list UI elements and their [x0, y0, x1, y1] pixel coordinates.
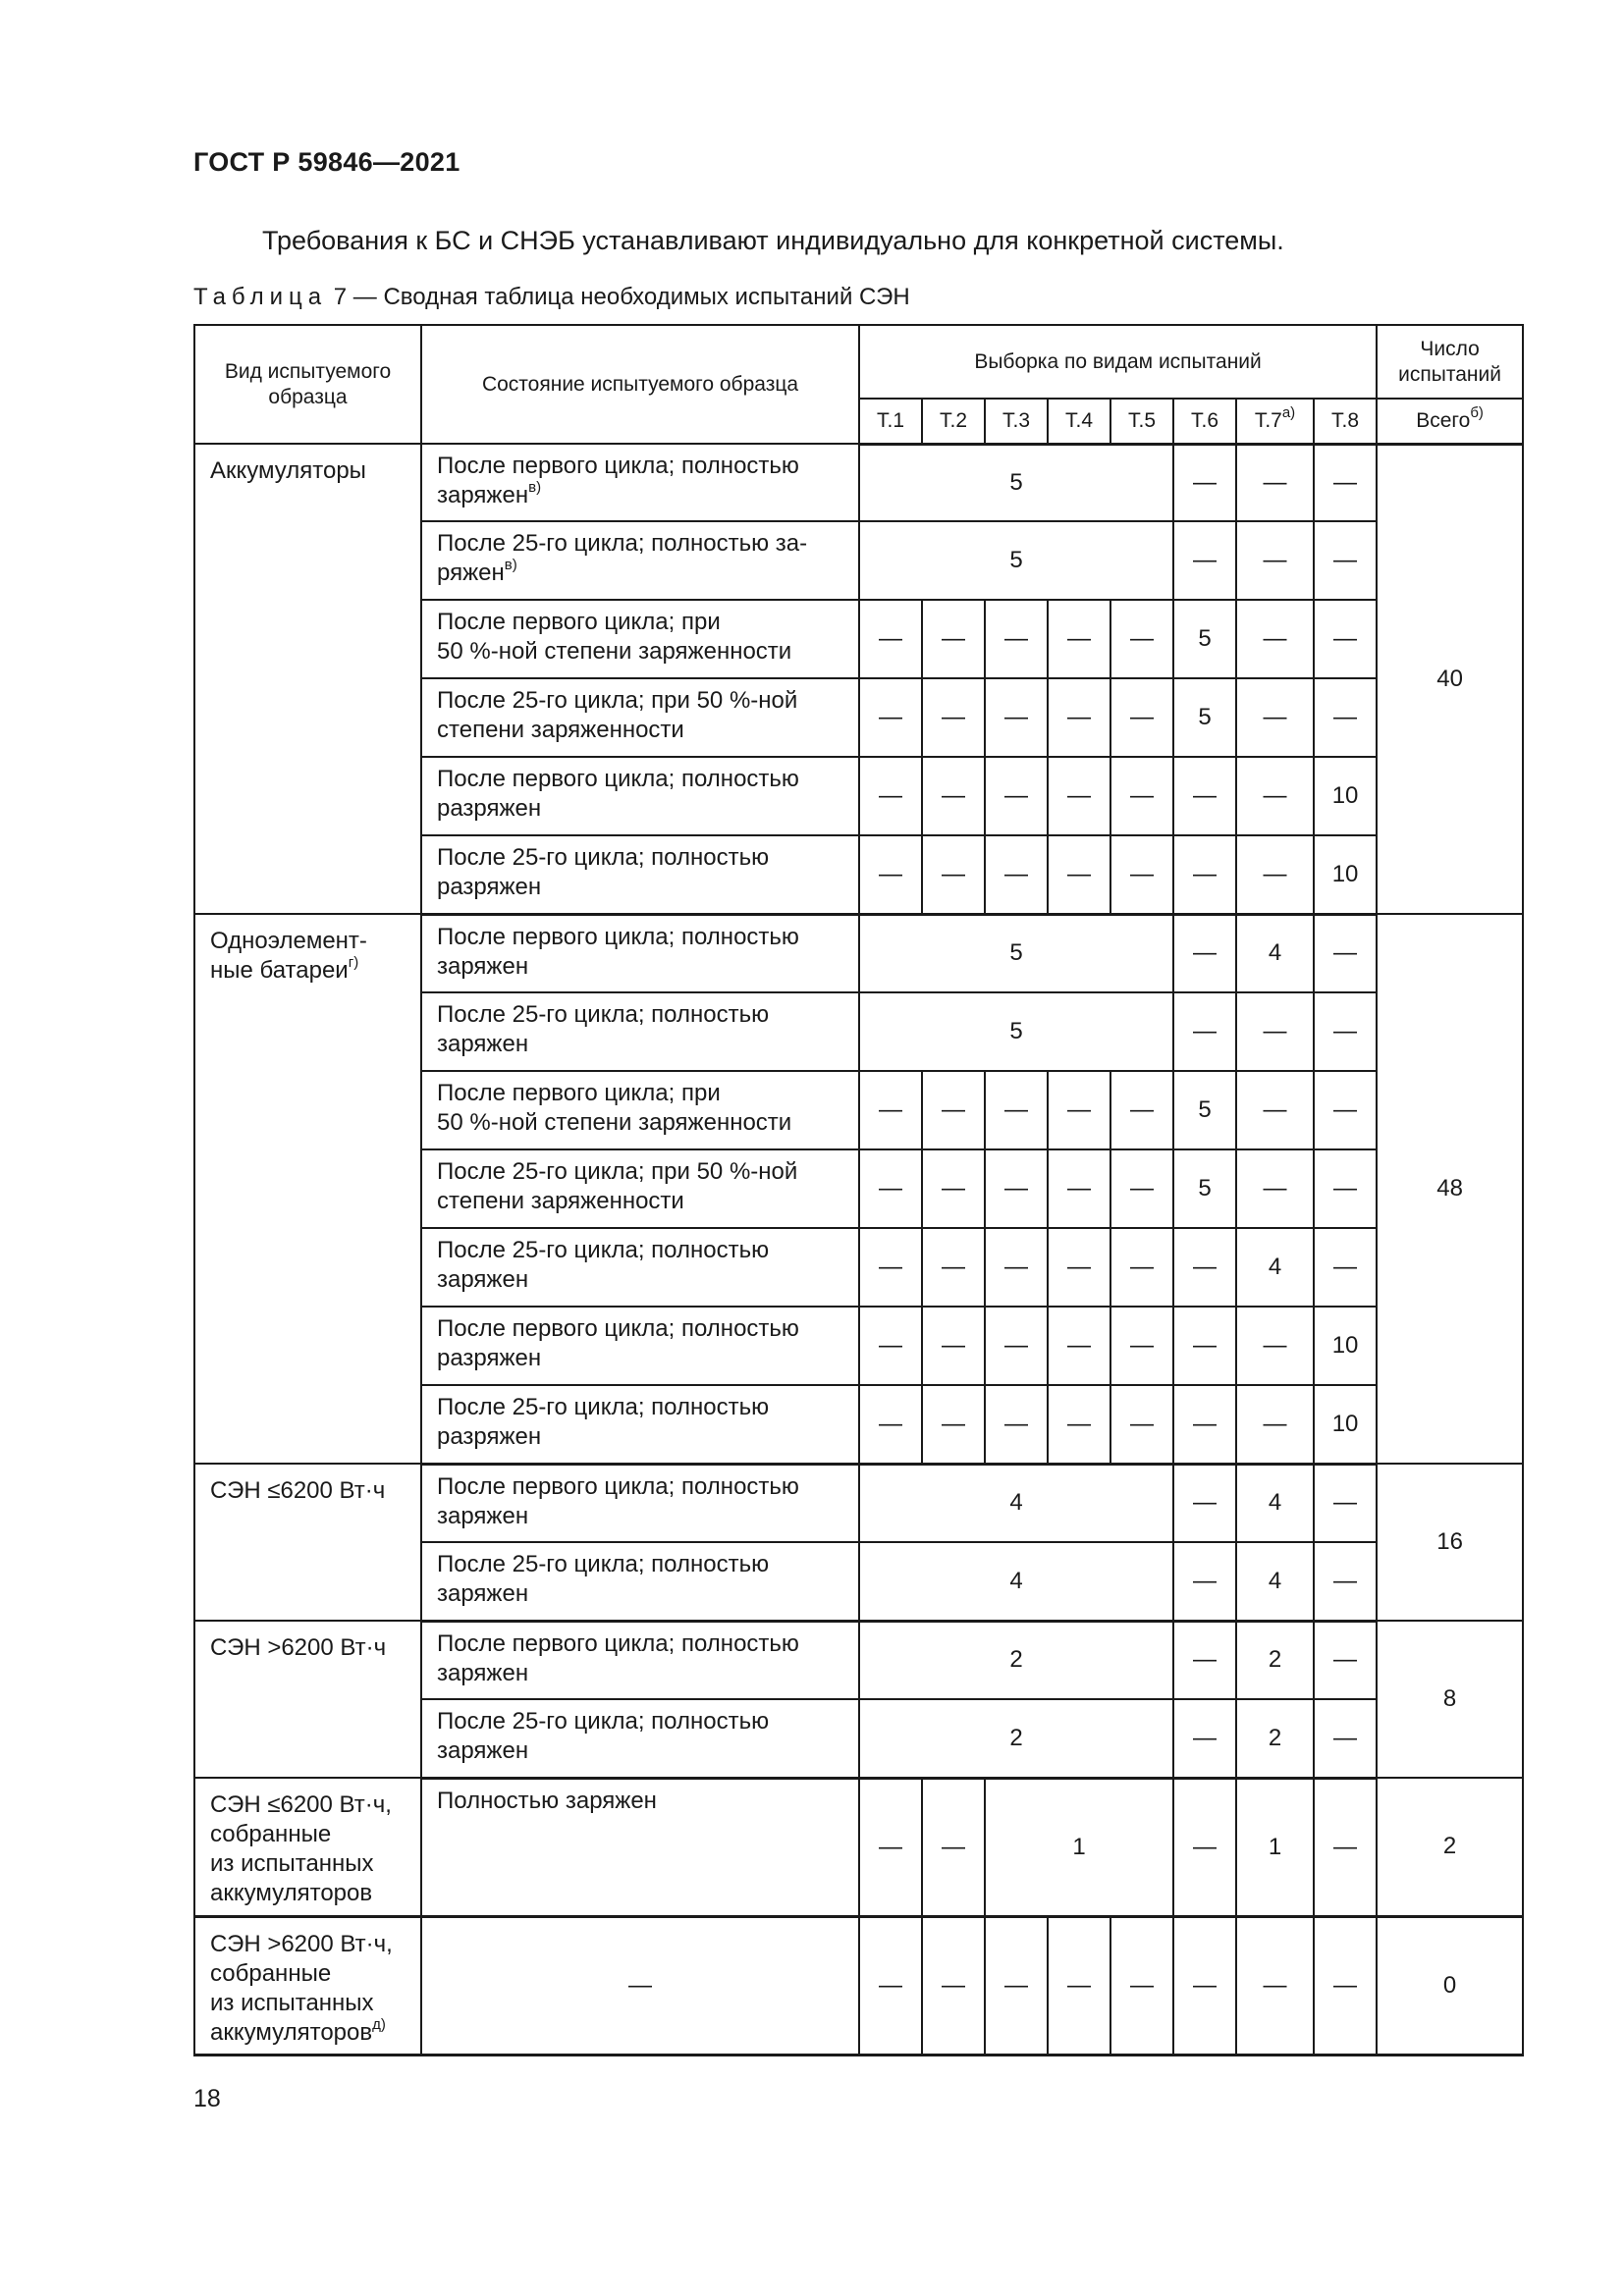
sample-kind-cell [194, 444, 421, 914]
header-total-note: б) [1470, 403, 1484, 421]
value-t3: — [985, 1228, 1048, 1307]
value-t8: — [1314, 1542, 1377, 1621]
value-t1-t5-merged: 2 [859, 1699, 1173, 1778]
value-t5: — [1110, 600, 1173, 678]
sample-state-cell-text: После 25-го цикла; полностью заряжен [437, 1237, 770, 1293]
sample-state-cell [421, 1464, 859, 1542]
group-total-cell: 2 [1377, 1778, 1523, 1916]
value-t2: — [922, 1071, 985, 1149]
sample-kind-cell-text: Одноэлемент- ные батареи [210, 928, 367, 984]
value-t6: — [1173, 1464, 1236, 1542]
tests-summary-table [193, 324, 1524, 2056]
value-t2: — [922, 1228, 985, 1307]
table-row [194, 1778, 1523, 1916]
sample-kind-cell-text: СЭН >6200 Вт·ч [210, 1634, 387, 1661]
value-t1-t5-merged: 4 [859, 1464, 1173, 1542]
sample-state-cell [421, 444, 859, 521]
value-t5: — [1110, 757, 1173, 835]
sample-state-cell-text: Полностью заряжен [437, 1787, 657, 1814]
table-row [194, 444, 1523, 521]
value-t3: — [985, 757, 1048, 835]
value-t4: — [1048, 678, 1110, 757]
sample-kind-cell-text: СЭН ≤6200 Вт·ч, собранные из испытанных аккумуляторов [210, 1791, 392, 1906]
value-t7: 4 [1236, 1228, 1314, 1307]
value-t1: — [859, 600, 922, 678]
value-t8: 10 [1314, 757, 1377, 835]
value-t8: 10 [1314, 1385, 1377, 1464]
value-t6: — [1173, 1916, 1236, 2055]
value-t1: — [859, 757, 922, 835]
value-t7: — [1236, 835, 1314, 914]
value-t3-t5-merged: 1 [985, 1778, 1173, 1916]
value-t7: 4 [1236, 914, 1314, 992]
header-t7 [1236, 399, 1314, 444]
sample-state-cell [421, 1149, 859, 1228]
value-t1: — [859, 1778, 922, 1916]
sample-kind-cell [194, 1464, 421, 1621]
value-t5: — [1110, 1307, 1173, 1385]
header-t1: Т.1 [859, 399, 922, 444]
value-t6: — [1173, 444, 1236, 521]
sample-state-cell-text: После 25-го цикла; полностью разряжен [437, 844, 770, 900]
value-t3: — [985, 1071, 1048, 1149]
value-t7: 4 [1236, 1542, 1314, 1621]
value-t7: — [1236, 1307, 1314, 1385]
value-t6: — [1173, 1778, 1236, 1916]
sample-state-cell [421, 1228, 859, 1307]
sample-state-cell-text: После 25-го цикла; полностью заряжен [437, 1001, 770, 1057]
header-total [1377, 399, 1523, 444]
sample-kind-cell-text: СЭН ≤6200 Вт·ч [210, 1477, 386, 1504]
sample-state-cell [421, 1621, 859, 1699]
value-t5: — [1110, 835, 1173, 914]
sample-state-cell-text: После 25-го цикла; полностью заряжен [437, 1551, 770, 1607]
intro-paragraph: Требования к БС и СНЭБ устанавливают индивидуально для конкретной системы. [262, 226, 1284, 255]
value-t8: 10 [1314, 1307, 1377, 1385]
value-t6: — [1173, 521, 1236, 600]
value-t1: — [859, 835, 922, 914]
header-t5: Т.5 [1110, 399, 1173, 444]
value-t8: — [1314, 1149, 1377, 1228]
sample-state-cell [421, 1385, 859, 1464]
value-t1: — [859, 1071, 922, 1149]
sample-kind-cell-text: Аккумуляторы [210, 457, 366, 484]
sample-kind-cell [194, 1621, 421, 1778]
sample-state-cell [421, 992, 859, 1071]
value-t5: — [1110, 1385, 1173, 1464]
sample-state-cell [421, 914, 859, 992]
sample-kind-cell [194, 914, 421, 1464]
sample-kind-cell [194, 1778, 421, 1916]
header-t8: Т.8 [1314, 399, 1377, 444]
value-t4: — [1048, 1307, 1110, 1385]
value-t7: — [1236, 600, 1314, 678]
value-t3: — [985, 1385, 1048, 1464]
value-t2: — [922, 835, 985, 914]
value-t8: — [1314, 521, 1377, 600]
value-t8: — [1314, 1621, 1377, 1699]
table-row [194, 1916, 1523, 2055]
header-t4: Т.4 [1048, 399, 1110, 444]
header-t7-note: а) [1281, 403, 1296, 421]
sample-state-cell-note: в) [504, 557, 517, 573]
value-t8: — [1314, 914, 1377, 992]
value-t1: — [859, 678, 922, 757]
value-t5: — [1110, 1228, 1173, 1307]
value-t6: — [1173, 835, 1236, 914]
page-number: 18 [193, 2085, 221, 2112]
sample-state-cell [421, 1916, 859, 2055]
value-t7: — [1236, 1916, 1314, 2055]
value-t7: 1 [1236, 1778, 1314, 1916]
group-total-cell: 48 [1377, 914, 1523, 1464]
value-t1: — [859, 1228, 922, 1307]
sample-kind-cell [194, 1916, 421, 2055]
value-t1: — [859, 1385, 922, 1464]
value-t2: — [922, 1149, 985, 1228]
value-t4: — [1048, 1385, 1110, 1464]
value-t5: — [1110, 1149, 1173, 1228]
value-t3: — [985, 835, 1048, 914]
sample-state-cell-text: После первого цикла; полностью заряжен [437, 453, 799, 508]
value-t3: — [985, 1916, 1048, 2055]
value-t3: — [985, 600, 1048, 678]
sample-state-cell-text: После 25-го цикла; полностью разряжен [437, 1394, 770, 1450]
value-t1: — [859, 1916, 922, 2055]
sample-state-cell-text: После 25-го цикла; при 50 %-ной степени заряженности [437, 1158, 798, 1214]
value-t1-t5-merged: 5 [859, 992, 1173, 1071]
value-t8: — [1314, 600, 1377, 678]
header-kind: Вид испытуемого образца [194, 325, 421, 444]
value-t8: — [1314, 1778, 1377, 1916]
value-t6: 5 [1173, 1071, 1236, 1149]
value-t4: — [1048, 757, 1110, 835]
value-t2: — [922, 1778, 985, 1916]
value-t8: — [1314, 678, 1377, 757]
header-t2: Т.2 [922, 399, 985, 444]
value-t6: — [1173, 1307, 1236, 1385]
sample-state-cell-text: После первого цикла; при 50 %-ной степени заряженности [437, 609, 792, 665]
value-t7: — [1236, 1149, 1314, 1228]
value-t8: 10 [1314, 835, 1377, 914]
sample-kind-cell-text: СЭН >6200 Вт·ч, собранные из испытанных аккумуляторов [210, 1930, 393, 2046]
value-t6: — [1173, 1621, 1236, 1699]
sample-state-cell [421, 1307, 859, 1385]
sample-state-cell-text: После первого цикла; при 50 %-ной степени заряженности [437, 1080, 792, 1136]
value-t1-t5-merged: 5 [859, 914, 1173, 992]
header-sample: Выборка по видам испытаний [859, 325, 1377, 399]
value-t7: 2 [1236, 1699, 1314, 1778]
value-t1-t5-merged: 5 [859, 521, 1173, 600]
value-t4: — [1048, 835, 1110, 914]
group-total-cell: 0 [1377, 1916, 1523, 2055]
value-t6: — [1173, 1542, 1236, 1621]
value-t5: — [1110, 1071, 1173, 1149]
value-t2: — [922, 1307, 985, 1385]
value-t6: — [1173, 1385, 1236, 1464]
value-t7: — [1236, 678, 1314, 757]
value-t7: — [1236, 521, 1314, 600]
sample-state-cell [421, 678, 859, 757]
value-t6: — [1173, 1228, 1236, 1307]
value-t6: — [1173, 914, 1236, 992]
sample-state-cell-text: После первого цикла; полностью заряжен [437, 1629, 799, 1686]
value-t2: — [922, 600, 985, 678]
header-t6: Т.6 [1173, 399, 1236, 444]
sample-state-cell-note: в) [528, 479, 542, 496]
sample-state-cell-text: После 25-го цикла; полностью за- ряжен [437, 530, 808, 586]
value-t8: — [1314, 1916, 1377, 2055]
value-t5: — [1110, 1916, 1173, 2055]
value-t1-t5-merged: 4 [859, 1542, 1173, 1621]
value-t4: — [1048, 1149, 1110, 1228]
value-t1-t5-merged: 2 [859, 1621, 1173, 1699]
value-t5: — [1110, 678, 1173, 757]
document-header: ГОСТ Р 59846—2021 [193, 147, 460, 177]
value-t2: — [922, 678, 985, 757]
value-t3: — [985, 1307, 1048, 1385]
value-t7: — [1236, 1071, 1314, 1149]
value-t2: — [922, 757, 985, 835]
header-t7-label: Т.7 [1254, 408, 1282, 432]
value-t8: — [1314, 1464, 1377, 1542]
value-t1: — [859, 1149, 922, 1228]
sample-state-cell [421, 521, 859, 600]
header-t3: Т.3 [985, 399, 1048, 444]
header-total-label: Всего [1416, 408, 1471, 432]
sample-kind-cell-note: д) [372, 2015, 386, 2033]
value-t2: — [922, 1916, 985, 2055]
value-t7: — [1236, 992, 1314, 1071]
value-t6: — [1173, 992, 1236, 1071]
value-t7: — [1236, 444, 1314, 521]
header-count: Число испытаний [1377, 325, 1523, 399]
value-t8: — [1314, 444, 1377, 521]
sample-state-cell-text: После первого цикла; полностью заряжен [437, 923, 799, 980]
sample-state-cell-text: — [628, 1971, 652, 1999]
value-t3: — [985, 1149, 1048, 1228]
sample-state-cell [421, 1071, 859, 1149]
group-total-cell: 40 [1377, 444, 1523, 914]
caption-word: Таблица [193, 284, 328, 310]
value-t1: — [859, 1307, 922, 1385]
sample-state-cell [421, 757, 859, 835]
sample-state-cell-text: После первого цикла; полностью разряжен [437, 766, 799, 822]
value-t1-t5-merged: 5 [859, 444, 1173, 521]
value-t8: — [1314, 1071, 1377, 1149]
sample-state-cell [421, 600, 859, 678]
sample-state-cell [421, 835, 859, 914]
caption-text: 7 — Сводная таблица необходимых испытаний СЭН [333, 284, 910, 310]
value-t7: 2 [1236, 1621, 1314, 1699]
value-t7: — [1236, 1385, 1314, 1464]
table-row [194, 914, 1523, 992]
sample-state-cell [421, 1778, 859, 1916]
sample-state-cell-text: После первого цикла; полностью разряжен [437, 1315, 799, 1371]
sample-state-cell [421, 1699, 859, 1778]
value-t4: — [1048, 600, 1110, 678]
sample-state-cell-text: После первого цикла; полностью заряжен [437, 1472, 799, 1529]
value-t8: — [1314, 1699, 1377, 1778]
value-t6: — [1173, 1699, 1236, 1778]
table-row [194, 1621, 1523, 1699]
value-t2: — [922, 1385, 985, 1464]
value-t3: — [985, 678, 1048, 757]
sample-kind-cell-note: г) [348, 954, 359, 971]
value-t6: 5 [1173, 600, 1236, 678]
value-t8: — [1314, 1228, 1377, 1307]
value-t7: — [1236, 757, 1314, 835]
group-total-cell: 16 [1377, 1464, 1523, 1621]
value-t4: — [1048, 1071, 1110, 1149]
value-t6: — [1173, 757, 1236, 835]
value-t6: 5 [1173, 1149, 1236, 1228]
sample-state-cell-text: После 25-го цикла; полностью заряжен [437, 1708, 770, 1764]
sample-state-cell-text: После 25-го цикла; при 50 %-ной степени заряженности [437, 687, 798, 743]
table-caption [193, 284, 910, 311]
value-t6: 5 [1173, 678, 1236, 757]
value-t7: 4 [1236, 1464, 1314, 1542]
table-row [194, 1464, 1523, 1542]
sample-state-cell [421, 1542, 859, 1621]
group-total-cell: 8 [1377, 1621, 1523, 1778]
value-t4: — [1048, 1916, 1110, 2055]
header-state: Состояние испытуемого образца [421, 325, 859, 444]
value-t4: — [1048, 1228, 1110, 1307]
value-t8: — [1314, 992, 1377, 1071]
